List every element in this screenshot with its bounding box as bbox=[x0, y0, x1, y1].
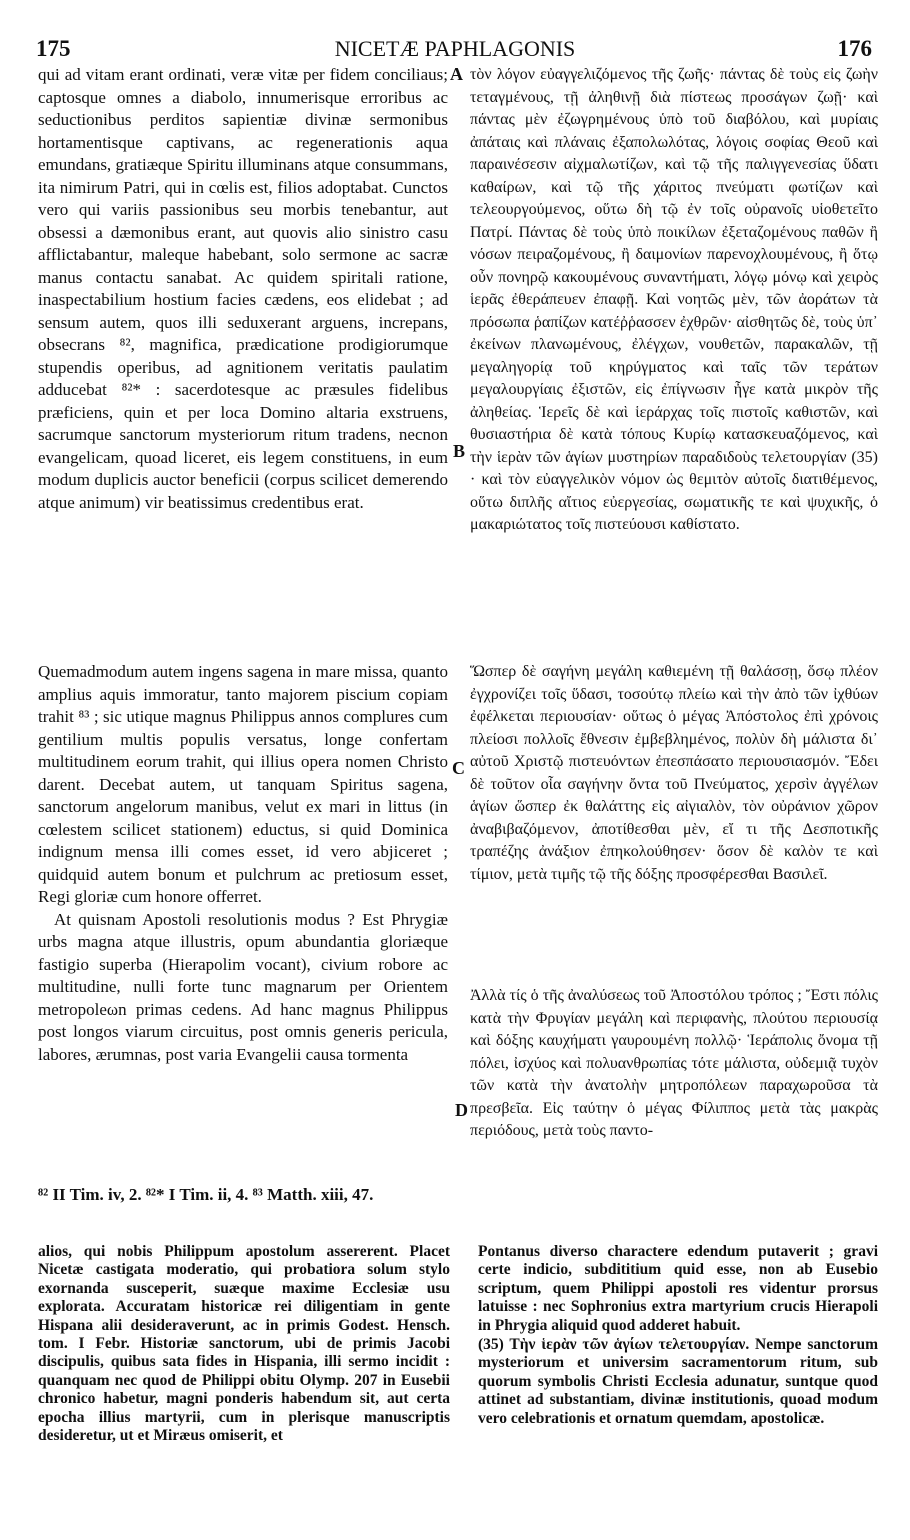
margin-mark-a: A bbox=[450, 64, 463, 84]
greek-paragraph: Ὥσπερ δὲ σαγήνη μεγάλη καθιεμένη τῇ θαλάσσῃ, ὅσῳ πλέον ἐγχρονίζει τοῖς ὕδασι, τοσούτῳ πλείω καὶ τὴν ἀπὸ τῶν ἰχθύων ἐφέλκεται περιουσίαν· οὕτως ὁ μέγας Ἀπόστολος ἐπὶ χρόνοις πλείοσι πολλοῖς ἔθνεσιν ἐμβεβλημένος, πολὺν δὴ μάλιστα δι᾽ αὐτοῦ Χριστῷ πιστευόντων ἐπεσπάσατο περιουσιασμόν. Ἔδει δὲ τοῦτον οἷα σαγήνην ὄντα τοῦ Πνεύματος, χερσὶν ἀγγέλων ἁγίων ὥσπερ ἐκ θαλάττης εἰς αἰγιαλὸν, τὸν οὐράνιον χῶρον ἀναβιβαζόμενον, ἀποτίθεσθαι μὲν, εἴ τι τῆς Δεσποτικῆς τραπέζης ἀνάξιον ἐπηκολούθησεν· ὅσον δὲ καλὸν τε καὶ τίμιον, μετὰ τιμῆς τῷ τῆς δόξης προσφέρεσθαι Βασιλεῖ. bbox=[470, 663, 878, 883]
greek-column-top bbox=[470, 64, 878, 537]
page-number-right: 176 bbox=[837, 36, 872, 61]
note-paragraph: (35) Τὴν ἱερὰν τῶν ἁγίων τελετουργίαν. Nempe sanctorum mysteriorum et universim sacramentorum ritum, sub quorum symbolis Christi Ecclesia adunatur, suntque quod attinet ad substantiam, divinæ institutionis, quoad modum vero celebrationis et ornatum quemdam, apostolicæ. bbox=[478, 1336, 878, 1427]
footnotes: ⁸² II Tim. iv, 2. ⁸²* I Tim. ii, 4. ⁸³ Matth. xiii, 47. bbox=[38, 1185, 374, 1204]
latin-column-bottom bbox=[38, 661, 448, 1066]
notes-right bbox=[478, 1243, 878, 1428]
greek-paragraph: τὸν λόγον εὐαγγελιζόμενος τῆς ζωῆς· πάντας δὲ τοὺς εἰς ζωὴν τεταγμένους, τῇ ἀληθινῇ διὰ πίστεως προσάγων ζωῇ· καὶ πάντας μὲν ἐζωγρημένους ὑπὸ τοῦ διαβόλου, καὶ μυρίαις ἀπάταις καὶ πλάναις ἐξαπολωλότας, λόγοις σοφίας Θεοῦ καὶ παραινέσεσιν αἰχμαλωτίζων, καὶ τῷ τῆς παλιγγενεσίας ὕδατι καθαίρων, καὶ τῷ τῆς χάριτος πνεύματι φωτίζων καὶ τελεουργούμενος, οὕτω δὴ τῷ ἐν τοῖς οὐρανοῖς υἱοθετεῖτο Πατρί. Πάντας δὲ τοὺς ὑπὸ ποικίλων ἐξεταζομένους παθῶν ἢ νόσων πειραζομένους, ἢ δαιμονίων παρενοχλουμένους, ἢ ὅτῳ οὖν πονηρῷ κακουμένους συναντήματι, λόγῳ μόνῳ καὶ χειρὸς ἱερᾶς ἐθεράπευεν ἐπαφῇ. Καὶ νοητῶς μὲν, τῶν ἀοράτων τὰ πρόσωπα ῥαπίζων κατέῤῥασσεν ἐχθρῶν· αἰσθητῶς δὲ, τοὺς ὑπ᾽ ἐκείνων πλανωμένους, ἐλέγχων, νουθετῶν, παρακαλῶν, τῇ μεγαληγορίᾳ τοῦ κηρύγματος καὶ ταῖς τῶν τεράτων μεγαλουργίαις ἐξιστῶν, εἰς ἐπίγνωσιν ἦγε κατὰ μικρὸν τῆς ἀληθείας. Ἱερεῖς δὲ καὶ ἱεράρχας τοῖς πιστοῖς καθιστῶν, καὶ θυσιαστήρια δὲ κατὰ τόπους Κυρίῳ κατασκευαζόμενος, καὶ τὴν ἱερὰν τῶν ἁγίων μυστηρίων παραδιδοὺς τελετουργίαν (35) · καὶ τὸν εὐαγγελικὸν νόμον ὡς θεμιτὸν αὐτοῖς διατιθέμενος, οὕτω διπλῆς αἴτιος εὐεργεσίας, σωματικῆς τε καὶ ψυχικῆς, ὁ μακαριώτατος τοῖς πιστεύουσι καθίστατο. bbox=[470, 66, 878, 533]
latin-paragraph: Quemadmodum autem ingens sagena in mare missa, quanto amplius aquis immoratur, tanto majorem piscium copiam trahit ⁸³ ; sic utique magnus Philippus annos complures cum gentilium multis populis versatus, longe confertam multitudinem eorum trahit, qui illius opera nomen Christo darent. Decebat autem, ut tanquam Spiritus sagena, sanctorum angelorum manibus, velut ex mari in littus (in cœlestem scilicet stationem) eductus, si quid Dominica indignum mensa illi comes esset, id vero abjiceret ; quidquid autem bonum et pulchrum ac pretiosum esset, Regi gloriæ cum honore offerret. bbox=[38, 662, 448, 906]
running-title: NICETÆ PAPHLAGONIS bbox=[334, 36, 576, 61]
margin-mark-d: D bbox=[455, 1100, 468, 1120]
greek-column-bottom bbox=[470, 985, 878, 1143]
margin-mark-b: B bbox=[453, 441, 466, 461]
running-header bbox=[0, 36, 910, 66]
margin-mark-c: C bbox=[452, 758, 465, 778]
latin-column-top bbox=[38, 64, 448, 514]
latin-paragraph: At quisnam Apostoli resolutionis modus ? Est Phrygiæ urbs magna atque illustris, opum abundantia gloriæque fastigio superba (Hierapolim vocant), civium robore ac multitudine, nulli forte tunc magnarum per Orientem metropoleωn primas cedens. Ad hanc magnus Philippus post longos viarum circuitus, post omnis generis pericula, labores, ærumnas, post varia Evangelii causa tormenta bbox=[38, 909, 448, 1064]
latin-paragraph: qui ad vitam erant ordinati, veræ vitæ per fidem conciliaus; captosque omnes a diabolo, innumerisque erroribus ac seductionibus perditos sapientiæ divinæ sermonibus hortamentisque captivans, ac regenerationis aqua emundans, gratiæque Spiritu illuminans atque consummans, ita nimirum Patri, qui in cœlis est, filios adoptabat. Cunctos vero qui variis passionibus seu morbis tenebantur, aut obsessi a dæmonibus erant, aut quovis alio sinistro casu afflictabantur, maleque habebant, solo sermone ac sacræ manus contactu sanabat. Ac quidem spiritali ratione, inaspectabilium hostium facies cædens, eos elidebat ; ad sensum autem, quos illi seduxerant arguens, increpans, obsecrans ⁸², magnifica, prædicatione prodigiorumque stupendis operibus, ad agnitionem veritatis paulatim adducebat ⁸²* : sacerdotesque ac præsules fidelibus præficiens, quin et per loca Domino altaria exstruens, sacrumque sanctorum mysteriorum ritum tradens, necnon evangelicam, quoad liceret, eis legem constituens, in eum modum duplicis auctor beneficii (corpus scilicet demerendo atque animum) vir beatissimus credentibus erat. bbox=[38, 65, 448, 512]
note-paragraph: Pontanus diverso charactere edendum putaverit ; gravi certe indicio, subdititium quid esse, non ab Eusebio scriptum, quem Philippi apostoli res videntur prorsus latuisse : nec Sophronius extra martyrium crucis Hierapoli in Phrygia aliquid quod adderet habuit. bbox=[478, 1243, 878, 1334]
greek-column-middle bbox=[470, 661, 878, 886]
note-paragraph: alios, qui nobis Philippum apostolum assererent. Placet Nicetæ castigata moderatio, qui probatiora solum stylo exornanda susceperit, suæque maxime Ecclesiæ usu explorata. Accuratam historicæ rei diligentiam in gente Hispana alii desideraverunt, ac in primis Godest. Hensch. tom. I Febr. Historiæ sanctorum, ubi de primis Jacobi discipulis, quibus sata fides in Hispania, illi sermo incidit : quanquam nec quod de Philippi obitu Olymp. 207 in Eusebii chronico habetur, magni ponderis habendum sit, aut certa epocha illius martyrii, cum in plerisque manuscriptis desideretur, ut et Miræus omiserit, et bbox=[38, 1243, 450, 1445]
page-number-left: 175 bbox=[36, 36, 71, 61]
greek-paragraph: Ἀλλὰ τίς ὁ τῆς ἀναλύσεως τοῦ Ἀποστόλου τρόπος ; Ἔστι πόλις κατὰ τὴν Φρυγίαν μεγάλη καὶ περιφανὴς, πλούτου περιουσίᾳ καὶ δόξης καυχήματι γαυρουμένη πολλῷ· Ἱεράπολις ὄνομα τῇ πόλει, ἰσχύος καὶ πολυανθρωπίας τότε μάλιστα, οὐδεμιᾷ τυχὸν τῶν κατὰ τὴν ἀνατολὴν μητροπόλεων παραχωροῦσα τὰ πρεσβεῖα. Εἰς ταύτην ὁ μέγας Φίλιππος μετὰ τὰς μακρὰς περιόδους, μετὰ τοὺς παντο- bbox=[470, 987, 878, 1139]
notes-left bbox=[38, 1243, 450, 1445]
